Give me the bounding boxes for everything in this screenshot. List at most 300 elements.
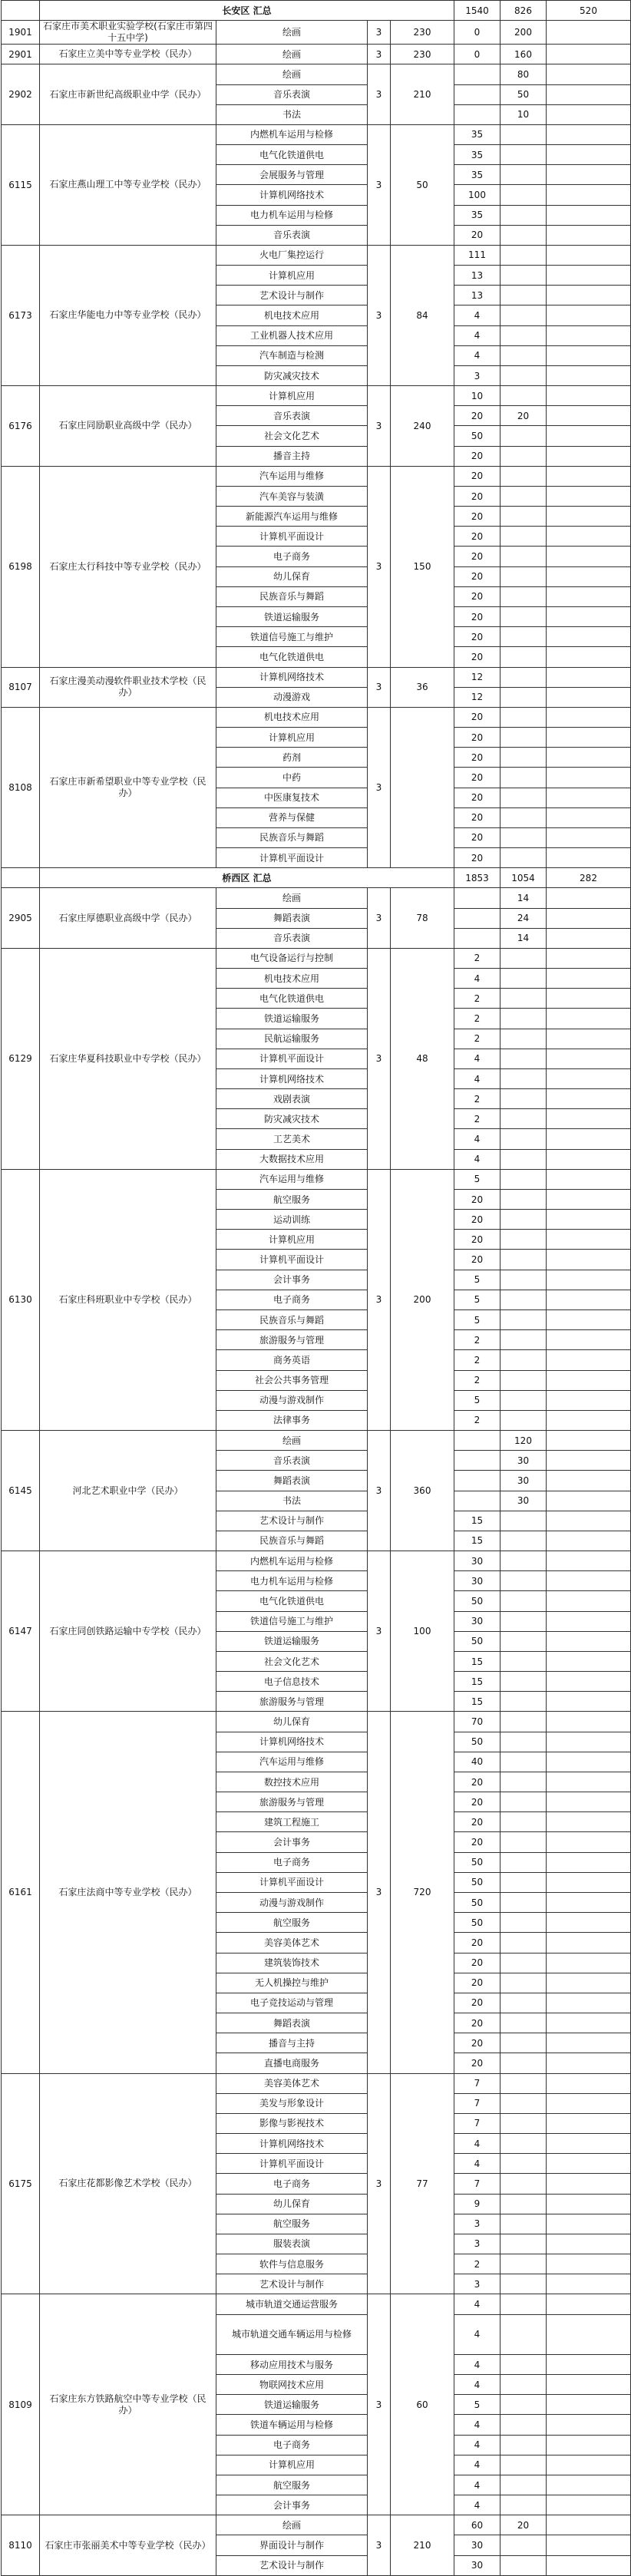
blank-cell [547, 1531, 631, 1551]
blank-cell [547, 2515, 631, 2535]
art-quota [501, 547, 547, 566]
art-quota [501, 1973, 547, 1993]
art-quota [501, 827, 547, 847]
art-quota [501, 1953, 547, 1973]
general-quota: 20 [454, 1250, 501, 1270]
art-quota [501, 165, 547, 185]
major-name: 音乐表演 [216, 225, 368, 245]
art-quota [501, 707, 547, 727]
blank-cell [547, 1712, 631, 1732]
major-name: 航空服务 [216, 1913, 368, 1933]
art-quota [501, 1511, 547, 1531]
table-row [2, 2515, 631, 2535]
school-name: 石家庄厚德职业高级中学（民办） [40, 888, 216, 949]
school-code: 6147 [2, 1551, 40, 1712]
general-quota: 2 [454, 989, 501, 1009]
blank-cell [547, 406, 631, 426]
blank-cell [547, 1752, 631, 1772]
major-name: 火电厂集控运行 [216, 245, 368, 265]
art-quota: 50 [501, 84, 547, 104]
art-quota [501, 788, 547, 807]
major-name: 电力机车运用与检修 [216, 205, 368, 225]
blank-cell [547, 1250, 631, 1270]
general-quota: 20 [454, 1973, 501, 1993]
art-quota [501, 1129, 547, 1149]
plan-count: 84 [391, 245, 454, 385]
school-name: 石家庄市美术职业实验学校(石家庄市第四十五中学) [40, 21, 216, 45]
general-quota: 20 [454, 827, 501, 847]
plan-count: 77 [391, 2073, 454, 2294]
major-name: 铁道车辆运用与检修 [216, 2415, 368, 2435]
general-quota: 20 [454, 1230, 501, 1250]
major-name: 内燃机车运用与检修 [216, 1551, 368, 1571]
major-name: 铁道信号施工与维护 [216, 1611, 368, 1631]
table-row [2, 2294, 631, 2314]
blank-cell [547, 1672, 631, 1692]
blank-cell [547, 1210, 631, 1230]
blank-cell [547, 1290, 631, 1309]
plan-count: 60 [391, 2294, 454, 2515]
district-summary-row [2, 868, 631, 888]
major-name: 商务英语 [216, 1350, 368, 1370]
major-name: 社会公共事务管理 [216, 1370, 368, 1390]
major-name: 计算机平面设计 [216, 848, 368, 868]
art-quota [501, 1732, 547, 1752]
major-name: 电子商务 [216, 547, 368, 566]
major-name: 会计事务 [216, 1270, 368, 1290]
general-quota: 20 [454, 486, 501, 506]
major-name: 绘画 [216, 1431, 368, 1451]
art-quota [501, 2254, 547, 2274]
blank-cell [547, 2535, 631, 2555]
art-quota [501, 486, 547, 506]
general-quota: 13 [454, 286, 501, 305]
blank-cell [547, 2033, 631, 2053]
major-name: 会计事务 [216, 1832, 368, 1852]
blank-cell [547, 527, 631, 547]
table-row [2, 948, 631, 968]
blank-cell [547, 1370, 631, 1390]
general-quota: 30 [454, 1611, 501, 1631]
major-name: 软件与信息服务 [216, 2254, 368, 2274]
major-name: 汽车制造与检测 [216, 345, 368, 365]
art-quota [501, 2113, 547, 2133]
general-quota [454, 84, 501, 104]
general-quota: 50 [454, 1591, 501, 1611]
general-quota: 0 [454, 21, 501, 45]
blank-cell [547, 768, 631, 788]
blank-cell [547, 2053, 631, 2073]
major-name: 防灾减灾技术 [216, 1109, 368, 1129]
general-quota: 4 [454, 2154, 501, 2174]
general-quota: 4 [454, 1049, 501, 1068]
general-quota: 111 [454, 245, 501, 265]
art-quota: 14 [501, 888, 547, 908]
art-quota [501, 1772, 547, 1792]
art-quota [501, 1230, 547, 1250]
art-quota [501, 748, 547, 768]
major-name: 营养与保健 [216, 807, 368, 827]
major-name: 航空服务 [216, 1189, 368, 1209]
art-quota [501, 848, 547, 868]
blank-cell [547, 1591, 631, 1611]
major-name: 铁道运输服务 [216, 606, 368, 626]
school-name: 石家庄市新世纪高级职业中学（民办） [40, 64, 216, 125]
study-years: 3 [368, 21, 391, 45]
blank-cell [547, 667, 631, 687]
blank-cell [547, 647, 631, 667]
general-quota: 9 [454, 2194, 501, 2214]
study-years: 3 [368, 1169, 391, 1430]
general-quota: 60 [454, 2515, 501, 2535]
major-name: 电子信息技术 [216, 1672, 368, 1692]
study-years: 3 [368, 386, 391, 467]
general-quota: 40 [454, 1752, 501, 1772]
blank-cell [547, 989, 631, 1009]
art-quota [501, 1330, 547, 1350]
district-total-general: 826 [501, 1, 547, 21]
general-quota [454, 1491, 501, 1511]
general-quota: 12 [454, 667, 501, 687]
study-years: 3 [368, 948, 391, 1169]
blank-cell [547, 345, 631, 365]
general-quota: 2 [454, 2254, 501, 2274]
major-name: 中药 [216, 768, 368, 788]
general-quota: 4 [454, 345, 501, 365]
art-quota [501, 667, 547, 687]
art-quota [501, 1370, 547, 1390]
blank-cell [547, 1832, 631, 1852]
general-quota: 13 [454, 266, 501, 286]
school-name: 石家庄市新希望职业中等专业学校（民办） [40, 707, 216, 867]
blank-cell [547, 1230, 631, 1250]
blank-cell [547, 2274, 631, 2294]
blank-cell [547, 1089, 631, 1109]
blank-cell [547, 1511, 631, 1531]
art-quota [501, 2435, 547, 2455]
art-quota [501, 345, 547, 365]
art-quota [501, 1551, 547, 1571]
study-years: 3 [368, 64, 391, 125]
blank-cell [547, 305, 631, 325]
study-years: 3 [368, 1431, 391, 1551]
blank-cell [547, 948, 631, 968]
major-name: 航空服务 [216, 2214, 368, 2234]
art-quota: 160 [501, 45, 547, 64]
major-name: 音乐表演 [216, 928, 368, 948]
district-total-art: 282 [547, 868, 631, 888]
blank-cell [547, 365, 631, 385]
major-name: 会计事务 [216, 2495, 368, 2515]
general-quota: 30 [454, 1551, 501, 1571]
major-name: 界面设计与制作 [216, 2535, 368, 2555]
general-quota [454, 888, 501, 908]
general-quota: 20 [454, 1210, 501, 1230]
school-name: 石家庄科班职业中专学校（民办） [40, 1169, 216, 1430]
general-quota: 20 [454, 1772, 501, 1792]
art-quota [501, 1913, 547, 1933]
art-quota [501, 1672, 547, 1692]
blank-cell [547, 466, 631, 486]
general-quota: 30 [454, 2535, 501, 2555]
blank-cell [547, 1109, 631, 1129]
art-quota: 30 [501, 1471, 547, 1491]
major-name: 音乐表演 [216, 84, 368, 104]
art-quota: 14 [501, 928, 547, 948]
plan-count: 360 [391, 1431, 454, 1551]
blank-cell [547, 707, 631, 727]
major-name: 计算机网络技术 [216, 2134, 368, 2154]
general-quota: 4 [454, 2455, 501, 2475]
blank-cell [547, 1611, 631, 1631]
art-quota [501, 1712, 547, 1732]
blank-cell [547, 84, 631, 104]
study-years: 3 [368, 888, 391, 949]
art-quota [501, 365, 547, 385]
art-quota [501, 647, 547, 667]
table-row [2, 386, 631, 406]
blank-cell [547, 1390, 631, 1410]
blank-cell [547, 266, 631, 286]
general-quota: 15 [454, 1531, 501, 1551]
general-quota: 3 [454, 365, 501, 385]
school-code: 6173 [2, 245, 40, 385]
school-name: 河北艺术职业中学（民办） [40, 1431, 216, 1551]
art-quota [501, 2294, 547, 2314]
major-name: 绘画 [216, 21, 368, 45]
major-name: 汽车运用与维修 [216, 1752, 368, 1772]
major-name: 药剂 [216, 748, 368, 768]
general-quota: 12 [454, 687, 501, 707]
blank-cell [547, 748, 631, 768]
blank-cell [547, 145, 631, 165]
art-quota [501, 507, 547, 527]
school-name: 石家庄漫美动漫软件职业技术学校（民办） [40, 667, 216, 707]
major-name: 电子商务 [216, 2435, 368, 2455]
art-quota [501, 1892, 547, 1912]
major-name: 幼儿保育 [216, 2194, 368, 2214]
plan-count: 48 [391, 948, 454, 1169]
art-quota [501, 989, 547, 1009]
general-quota: 20 [454, 2013, 501, 2033]
general-quota: 20 [454, 728, 501, 748]
general-quota: 7 [454, 2113, 501, 2133]
study-years: 3 [368, 466, 391, 667]
art-quota [501, 2174, 547, 2194]
major-name: 艺术设计与制作 [216, 2555, 368, 2575]
district-total-plan: 1853 [454, 868, 501, 888]
blank-cell [547, 1732, 631, 1752]
blank-cell [547, 205, 631, 225]
blank-cell [547, 1129, 631, 1149]
district-title: 桥西区 汇总 [40, 868, 454, 888]
blank-cell [547, 547, 631, 566]
major-name: 动漫与游戏制作 [216, 1892, 368, 1912]
art-quota [501, 1792, 547, 1812]
school-name: 石家庄立美中等专业学校（民办） [40, 45, 216, 64]
major-name: 计算机平面设计 [216, 1049, 368, 1068]
blank-cell [547, 1571, 631, 1591]
major-name: 幼儿保育 [216, 1712, 368, 1732]
blank-cell [547, 1068, 631, 1088]
table-row [2, 2073, 631, 2093]
general-quota: 35 [454, 124, 501, 144]
art-quota [501, 2555, 547, 2575]
general-quota [454, 908, 501, 928]
major-name: 民族音乐与舞蹈 [216, 1310, 368, 1330]
district-total-art: 520 [547, 1, 631, 21]
major-name: 内燃机车运用与检修 [216, 124, 368, 144]
blank-cell [547, 2113, 631, 2133]
major-name: 播音与主持 [216, 2033, 368, 2053]
general-quota: 20 [454, 547, 501, 566]
general-quota: 2 [454, 948, 501, 968]
art-quota [501, 325, 547, 345]
general-quota: 20 [454, 768, 501, 788]
major-name: 艺术设计与制作 [216, 1511, 368, 1531]
general-quota: 35 [454, 145, 501, 165]
major-name: 绘画 [216, 2515, 368, 2535]
major-name: 动漫游戏 [216, 687, 368, 707]
blank-cell [547, 586, 631, 606]
school-name: 石家庄华能电力中等专业学校（民办） [40, 245, 216, 385]
blank-cell [547, 2234, 631, 2254]
blank-cell [547, 1892, 631, 1912]
art-quota [501, 2455, 547, 2475]
general-quota: 50 [454, 1892, 501, 1912]
major-name: 舞蹈表演 [216, 1471, 368, 1491]
major-name: 机电技术应用 [216, 305, 368, 325]
major-name: 绘画 [216, 888, 368, 908]
major-name: 中医康复技术 [216, 788, 368, 807]
major-name: 舞蹈表演 [216, 908, 368, 928]
blank-cell [547, 2375, 631, 2395]
general-quota: 2 [454, 1350, 501, 1370]
art-quota [501, 2274, 547, 2294]
art-quota [501, 2073, 547, 2093]
school-code: 6130 [2, 1169, 40, 1430]
blank-cell [547, 2154, 631, 2174]
art-quota [501, 1290, 547, 1309]
blank-cell [547, 165, 631, 185]
blank-cell [547, 507, 631, 527]
general-quota: 30 [454, 1571, 501, 1591]
blank-cell [547, 64, 631, 84]
blank-cell [547, 2013, 631, 2033]
general-quota: 5 [454, 1390, 501, 1410]
major-name: 计算机网络技术 [216, 185, 368, 205]
blank-cell [547, 969, 631, 989]
table-row [2, 1431, 631, 1451]
major-name: 铁道运输服务 [216, 1009, 368, 1029]
art-quota [501, 2154, 547, 2174]
major-name: 书法 [216, 1491, 368, 1511]
school-name: 石家庄燕山理工中等专业学校（民办） [40, 124, 216, 245]
blank-cell [547, 104, 631, 124]
major-name: 动漫与游戏制作 [216, 1390, 368, 1410]
blank-cell [547, 1471, 631, 1491]
general-quota: 4 [454, 1149, 501, 1169]
general-quota: 20 [454, 527, 501, 547]
blank-cell [547, 2314, 631, 2354]
table-row [2, 21, 631, 45]
art-quota [501, 2234, 547, 2254]
major-name: 铁道运输服务 [216, 1631, 368, 1651]
plan-count: 78 [391, 888, 454, 949]
blank-cell [547, 566, 631, 586]
art-quota: 80 [501, 64, 547, 84]
general-quota: 5 [454, 1270, 501, 1290]
art-quota [501, 687, 547, 707]
general-quota: 20 [454, 406, 501, 426]
blank-cell [547, 1953, 631, 1973]
major-name: 民航运输服务 [216, 1029, 368, 1049]
art-quota [501, 1310, 547, 1330]
art-quota [501, 1350, 547, 1370]
art-quota [501, 426, 547, 446]
general-quota: 20 [454, 466, 501, 486]
general-quota: 20 [454, 446, 501, 466]
art-quota: 120 [501, 1431, 547, 1451]
major-name: 建筑装饰技术 [216, 1953, 368, 1973]
major-name: 电气设备运行与控制 [216, 948, 368, 968]
plan-count: 50 [391, 124, 454, 245]
blank-cell [547, 185, 631, 205]
blank-cell [547, 2354, 631, 2374]
major-name: 民族音乐与舞蹈 [216, 827, 368, 847]
major-name: 电气化铁道供电 [216, 1591, 368, 1611]
art-quota [501, 807, 547, 827]
general-quota: 4 [454, 305, 501, 325]
general-quota: 3 [454, 2274, 501, 2294]
art-quota [501, 606, 547, 626]
major-name: 音乐表演 [216, 406, 368, 426]
table-row [2, 1551, 631, 1571]
art-quota [501, 1390, 547, 1410]
general-quota: 20 [454, 627, 501, 647]
general-quota: 20 [454, 566, 501, 586]
major-name: 移动应用技术与服务 [216, 2354, 368, 2374]
major-name: 机电技术应用 [216, 707, 368, 727]
blank-cell [547, 45, 631, 64]
blank-cell [547, 426, 631, 446]
blank-cell [547, 1491, 631, 1511]
district-total-general: 1054 [501, 868, 547, 888]
art-quota [501, 1250, 547, 1270]
school-code: 6175 [2, 2073, 40, 2294]
major-name: 铁道信号施工与维护 [216, 627, 368, 647]
blank-cell [547, 1792, 631, 1812]
art-quota [501, 1832, 547, 1852]
blank-cell [547, 2415, 631, 2435]
major-name: 工业机器人技术应用 [216, 325, 368, 345]
major-name: 影像与影视技术 [216, 2113, 368, 2133]
general-quota: 4 [454, 2475, 501, 2495]
major-name: 城市轨道交通运营服务 [216, 2294, 368, 2314]
plan-count: 100 [391, 1551, 454, 1712]
study-years: 3 [368, 1712, 391, 2073]
art-quota [501, 1410, 547, 1430]
blank-cell [547, 225, 631, 245]
general-quota: 15 [454, 1672, 501, 1692]
art-quota [501, 1270, 547, 1290]
blank-cell [547, 1049, 631, 1068]
art-quota [501, 386, 547, 406]
general-quota: 10 [454, 386, 501, 406]
general-quota: 0 [454, 45, 501, 64]
school-code: 8109 [2, 2294, 40, 2515]
general-quota: 20 [454, 1993, 501, 2013]
